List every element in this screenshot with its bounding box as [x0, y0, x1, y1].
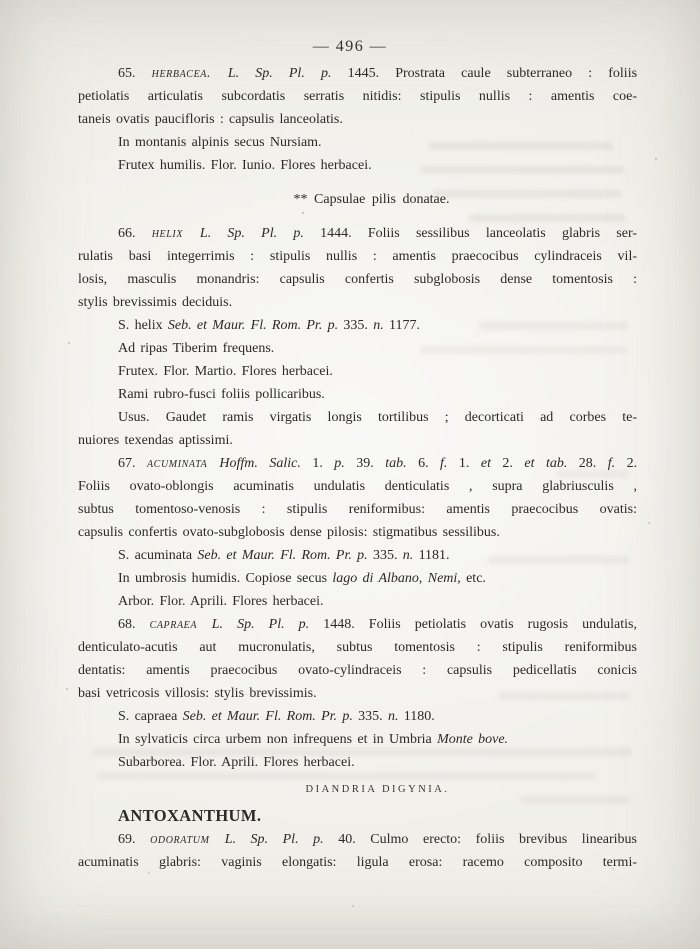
text-segment: petiolatis articulatis subcordatis serratis nitidis: stipulis nullis : amentis coe-: [78, 89, 637, 104]
text-segment: Foliis petiolatis ovatis rugosis undulatis,: [368, 617, 637, 632]
text-line: [78, 406, 637, 429]
text-segment: Subarborea. Flor. Aprili. Flores herbacei.: [118, 755, 355, 770]
text-segment: n.: [387, 709, 404, 724]
text-segment: L. Sp. Pl. p.: [211, 617, 324, 632]
text-segment: denticulato-acutis aut mucronulatis, subtus tomentosis : stipulis reniformibus: [78, 640, 637, 655]
text-line: [78, 154, 637, 177]
text-line: [78, 314, 637, 337]
text-segment: DIANDRIA DIGYNIA.: [305, 784, 450, 795]
text-line: [78, 131, 637, 154]
text-segment: helix: [151, 226, 200, 241]
text-segment: Nemi: [427, 571, 458, 586]
text-segment: odoratum: [150, 832, 225, 847]
text-line: [78, 613, 637, 636]
text-segment: f.: [607, 456, 627, 471]
page-number: — 496 —: [312, 38, 388, 55]
text-line: [78, 291, 637, 314]
text-segment: Usus. Gaudet ramis virgatis longis tortilibus ; decorticati ad corbes te-: [118, 410, 637, 425]
text-segment: 335.: [343, 318, 374, 333]
text-line: [78, 590, 637, 613]
text-segment: 2.: [502, 456, 525, 471]
text-line: [78, 85, 637, 108]
text-segment: Frutex humilis. Flor. Iunio. Flores herbacei.: [118, 158, 372, 173]
text-segment: In sylvaticis circa urbem non infrequens et in Umbria: [118, 732, 438, 747]
text-segment: 1.: [312, 456, 335, 471]
text-line: [78, 567, 637, 590]
text-segment: L. Sp. Pl. p.: [224, 832, 339, 847]
text-segment: ANTOXANTHUM.: [118, 806, 262, 825]
text-segment: S. helix: [118, 318, 168, 333]
text-segment: Seb. et Maur. Fl. Rom. Pr. p.: [167, 318, 344, 333]
text-segment: Ad ripas Tiberim frequens.: [118, 341, 275, 356]
text-segment: losis, masculis monandris: capsulis confertis subglobosis dense tomentosis :: [78, 272, 637, 287]
text-line: [78, 851, 637, 874]
text-segment: rulatis basi integerrimis : stipulis nullis : amentis praecocibus cylindraceis vil-: [78, 249, 637, 264]
text-segment: 1448.: [323, 617, 369, 632]
text-segment: 335.: [372, 548, 403, 563]
text-segment: 2.: [626, 456, 638, 471]
text-segment: ,: [418, 571, 428, 586]
text-segment: 1180.: [403, 709, 435, 724]
text-segment: 69.: [118, 832, 151, 847]
text-segment: dentatis: amentis praecocibus ovato-cylindraceis : capsulis pedicellatis conicis: [78, 663, 637, 678]
text-segment: et: [480, 456, 503, 471]
scan-speckles: [0, 0, 2, 2]
text-line: [78, 498, 637, 521]
text-line: [78, 429, 637, 452]
text-segment: taneis ovatis paucifloris : capsulis lanceolatis.: [78, 112, 343, 127]
text-segment: 1181.: [418, 548, 450, 563]
text-segment: 68.: [118, 617, 150, 632]
text-line: [78, 268, 637, 291]
text-line: [78, 659, 637, 682]
text-segment: f.: [440, 456, 459, 471]
text-segment: In montanis alpinis secus Nursiam.: [118, 135, 322, 150]
text-line: [78, 682, 637, 705]
text-segment: acuminata: [146, 456, 220, 471]
text-line: [78, 636, 637, 659]
text-segment: In umbrosis humidis. Copiose secus: [118, 571, 333, 586]
text-line: [78, 475, 637, 498]
text-segment: Rami rubro-fusci foliis pollicaribus.: [118, 387, 325, 402]
text-segment: L. Sp. Pl. p.: [199, 226, 321, 241]
text-segment: 1445.: [347, 66, 396, 81]
text-line: [78, 62, 637, 85]
text-line: [78, 803, 637, 828]
text-segment: Seb. et Maur. Fl. Rom. Pr. p.: [182, 709, 359, 724]
text-segment: 40.: [338, 832, 371, 847]
text-segment: nuiores texendas aptissimi.: [78, 433, 233, 448]
text-segment: Foliis ovato-oblongis acuminatis undulatis denticulatis , supra glabriusculis ,: [78, 479, 637, 494]
text-segment: Prostrata caule subterraneo : foliis: [395, 66, 638, 81]
text-segment: capsulis confertis ovato-subglobosis dense pilosis: stigmatibus sessilibus.: [78, 525, 500, 540]
text-line: [78, 728, 637, 751]
text-line: [78, 337, 637, 360]
text-segment: et tab.: [524, 456, 579, 471]
text-line: [78, 383, 637, 406]
text-segment: Frutex. Flor. Martio. Flores herbacei.: [118, 364, 333, 379]
text-segment: basi vetricosis villosis: stylis brevissimis.: [78, 686, 317, 701]
text-segment: 39.: [356, 456, 386, 471]
text-line: [78, 245, 637, 268]
text-segment: Monte bove.: [437, 732, 509, 747]
text-segment: 1177.: [389, 318, 421, 333]
text-segment: tab.: [385, 456, 419, 471]
text-segment: 1444.: [320, 226, 368, 241]
text-segment: p.: [334, 456, 357, 471]
text-segment: acuminatis glabris: vaginis elongatis: ligula erosa: racemo composito termi-: [78, 855, 637, 870]
text-segment: 6.: [418, 456, 441, 471]
text-segment: lago di Albano: [332, 571, 419, 586]
text-line: [92, 188, 651, 211]
text-segment: herbacea.: [151, 66, 228, 81]
text-segment: subtus tomentoso-venosis : stipulis reniformibus: amentis praecocibus ovatis:: [78, 502, 637, 517]
text-segment: ** Capsulae pilis donatae.: [293, 192, 450, 207]
text-segment: 65.: [118, 66, 152, 81]
text-segment: 1.: [458, 456, 481, 471]
text-segment: 335.: [358, 709, 388, 724]
text-segment: Culmo erecto: foliis brevibus linearibus: [370, 832, 637, 847]
text-segment: , etc.: [457, 571, 486, 586]
text-segment: stylis brevissimis deciduis.: [78, 295, 233, 310]
text-segment: Hoffm. Salic.: [219, 456, 313, 471]
text-line: [78, 360, 637, 383]
text-line: [78, 521, 637, 544]
text-segment: 67.: [118, 456, 147, 471]
text-segment: S. capraea: [118, 709, 183, 724]
text-line: [78, 108, 637, 131]
text-line: [78, 828, 637, 851]
text-line: [78, 705, 637, 728]
text-segment: S. acuminata: [118, 548, 198, 563]
text-segment: 66.: [118, 226, 152, 241]
text-segment: n.: [402, 548, 419, 563]
text-segment: n.: [373, 318, 390, 333]
text-segment: capraea: [149, 617, 212, 632]
text-line: [78, 544, 637, 567]
text-line: [78, 452, 637, 475]
text-segment: 28.: [578, 456, 608, 471]
text-block: [78, 62, 637, 874]
text-line: [78, 751, 637, 774]
text-line: [78, 222, 637, 245]
text-segment: Foliis sessilibus lanceolatis glabris ser-: [367, 226, 637, 241]
text-segment: Arbor. Flor. Aprili. Flores herbacei.: [118, 594, 324, 609]
text-line: [98, 780, 657, 803]
text-segment: L. Sp. Pl. p.: [227, 66, 348, 81]
text-segment: Seb. et Maur. Fl. Rom. Pr. p.: [197, 548, 373, 563]
